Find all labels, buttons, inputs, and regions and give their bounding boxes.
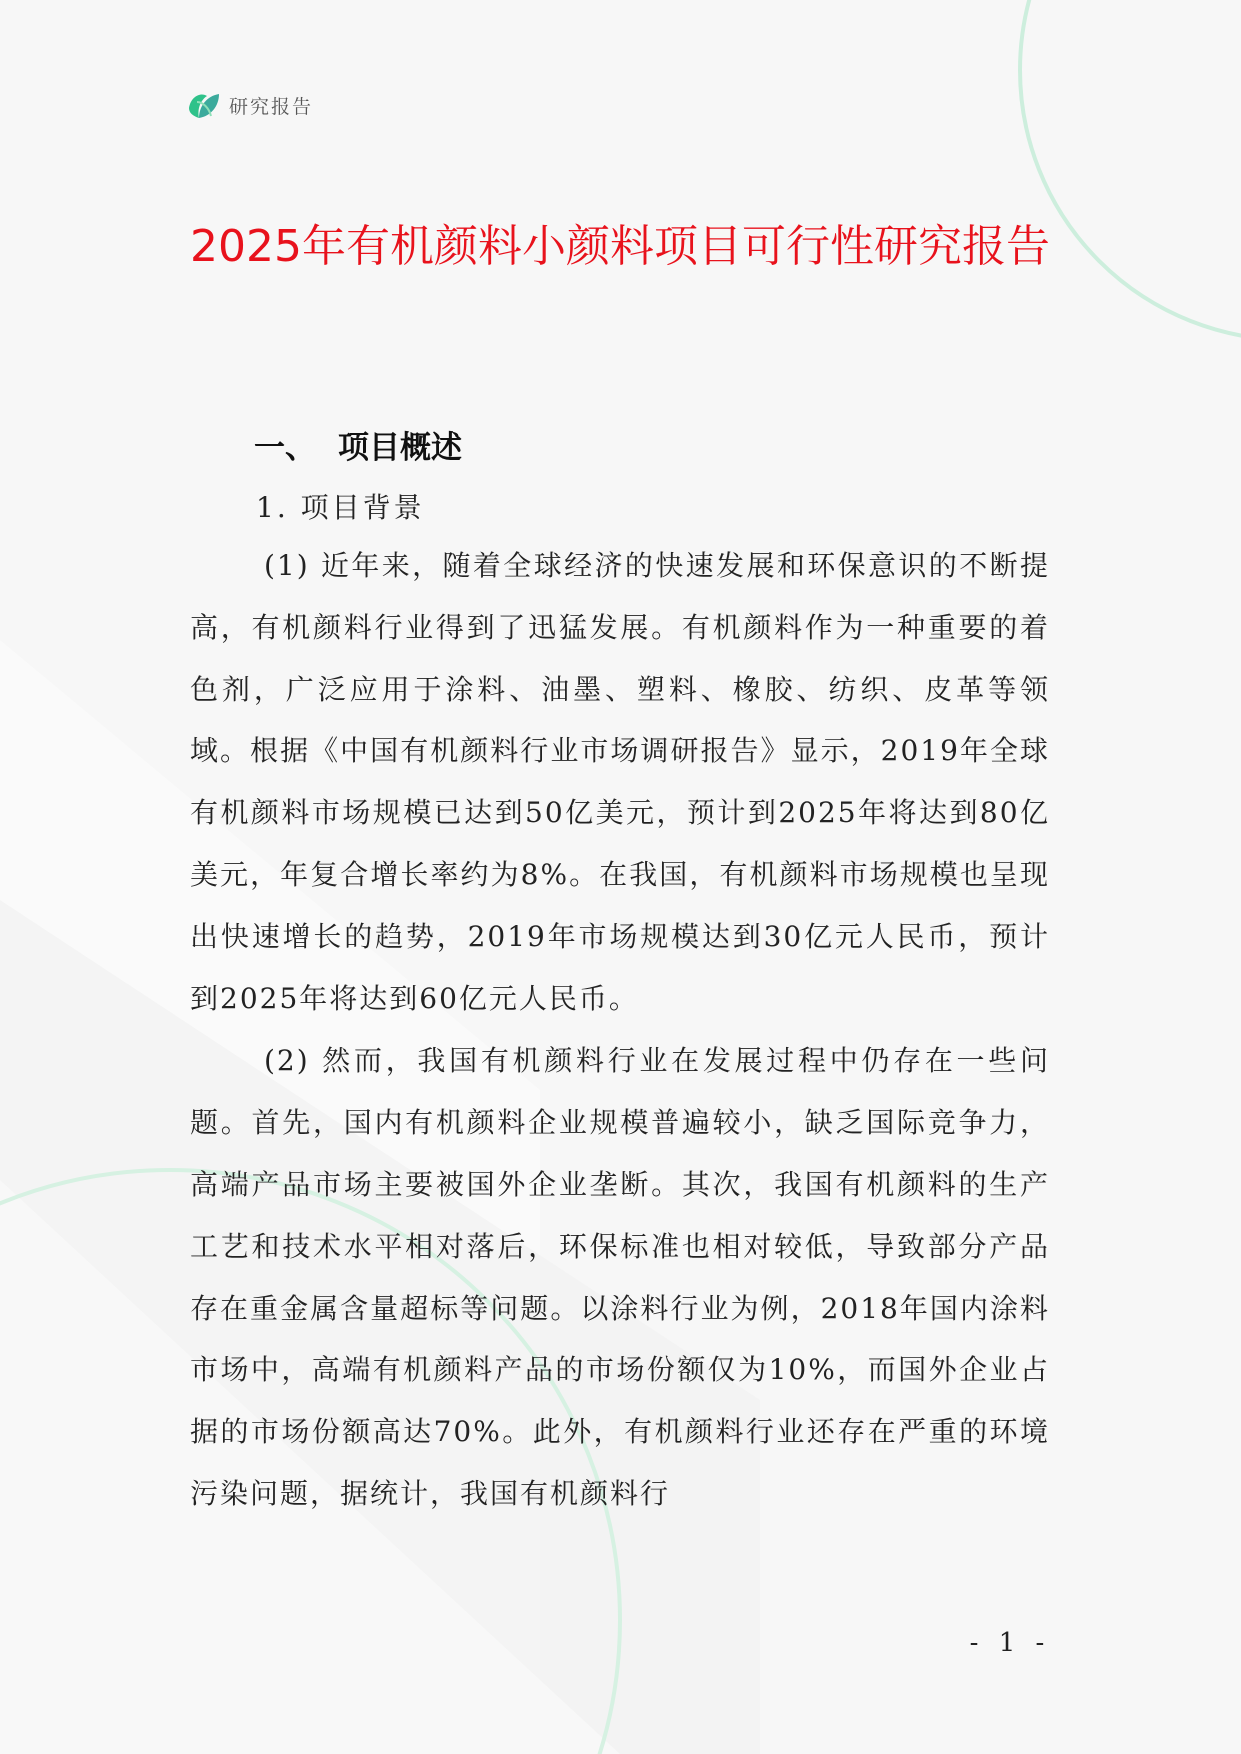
- header-label: 研究报告: [229, 95, 314, 118]
- document-title: 2025年有机颜料小颜料项目可行性研究报告: [190, 221, 1050, 272]
- paragraph-2: (2) 然而，我国有机颜料行业在发展过程中仍存在一些问题。首先，国内有机颜料企业规模普遍较小，缺乏国际竞争力，高端产品市场主要被国外企业垄断。其次，我国有机颜料的生产工艺和技术水平相对落后，环保标准也相对较低，导致部分产品存在重金属含量超标等问题。以涂料行业为例，2018年国内涂料市场中，高端有机颜料产品的市场份额仅为10%，而国外企业占据的市场份额高达70%。此外，有机颜料行业还存在严重的环境污染问题，据统计，我国有机颜料行: [190, 1044, 1050, 1510]
- section-heading: [254, 422, 462, 467]
- subsection-heading: 1. 项目背景: [256, 491, 425, 524]
- section-title: 项目概述: [338, 430, 462, 466]
- section-number: 一、: [254, 430, 316, 466]
- paragraph-1: (1) 近年来，随着全球经济的快速发展和环保意识的不断提高，有机颜料行业得到了迅猛发展。有机颜料作为一种重要的着色剂，广泛应用于涂料、油墨、塑料、橡胶、纺织、皮革等领域。根据《中国有机颜料行业市场调研报告》显示，2019年全球有机颜料市场规模已达到50亿美元，预计到2025年将达到80亿美元，年复合增长率约为8%。在我国，有机颜料市场规模也呈现出快速增长的趋势，2019年市场规模达到30亿元人民币，预计到2025年将达到60亿元人民币。: [190, 549, 1050, 1015]
- page-number: - 1 -: [969, 1628, 1051, 1658]
- leaf-logo-icon: [187, 88, 221, 122]
- body-text: [190, 535, 1050, 1526]
- report-header: [187, 88, 313, 122]
